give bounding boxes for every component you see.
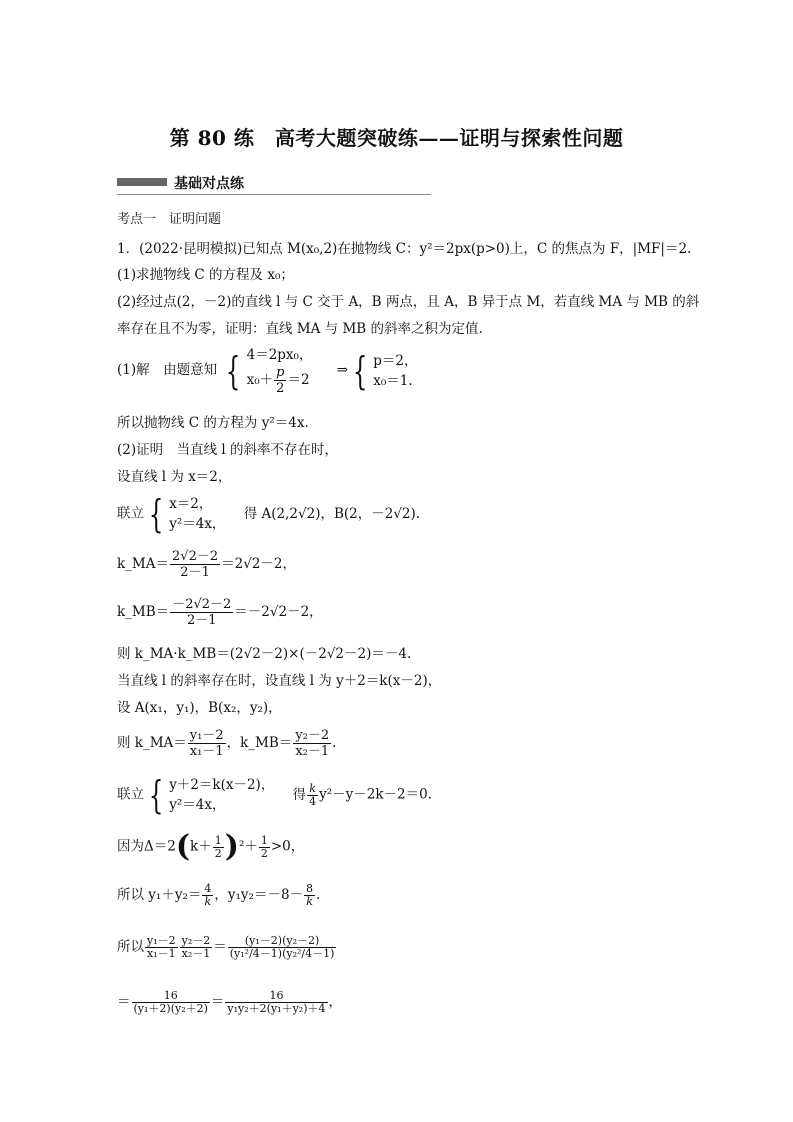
solution-line: [117, 549, 296, 580]
solution-line: 当直线 l 的斜率存在时，设直线 l 为 y＋2＝k(x－2)，: [117, 673, 442, 689]
left-brace: {: [352, 348, 368, 393]
topic-heading: 考点一 证明问题: [117, 212, 222, 227]
fraction: $\frac{-2√2-2}{2-1}$: [172, 597, 232, 628]
fraction: $\frac{4}{k}$: [204, 882, 212, 908]
problem-line-2: (1)求抛物线 C 的方程及 x₀；: [117, 267, 294, 283]
text: .: [316, 887, 321, 903]
text: 联立: [117, 786, 144, 803]
text: k_MB＝: [117, 604, 170, 620]
section-marker: [117, 178, 167, 186]
left-brace: {: [148, 773, 164, 817]
text: ，y₁y₂＝－8－: [214, 887, 304, 903]
fraction: $\frac{8}{k}$: [306, 882, 314, 908]
fraction: $\frac{\text{(y₁－2)(y₂－2)}}{\text{(y₁²/4－1)(y₂²/4－1)}}$: [229, 934, 335, 960]
solution-line: [117, 494, 420, 534]
solution-line: [117, 883, 320, 908]
text: ＝2√2－2，: [221, 556, 296, 572]
text: 则 k_MA＝: [117, 735, 187, 751]
fraction: $\frac{2√2-2}{2-1}$: [172, 549, 219, 580]
solution-label: (1)解 由题意知: [117, 362, 218, 378]
solution-line: 则 k_MA·k_MB＝(2√2－2)×(－2√2－2)＝－4.: [117, 646, 412, 662]
text: 所以: [117, 939, 144, 955]
text: 因为Δ＝2: [117, 838, 176, 855]
solution-line: [117, 829, 305, 864]
fraction: $\frac{1}{2}$: [214, 833, 222, 860]
section-label: 基础对点练: [174, 176, 244, 192]
fraction: $\frac{\text{y₁－2}}{\text{x₁－1}}$: [189, 728, 224, 759]
problem-line-1: 1．(2022·昆明模拟)已知点 M(x₀,2)在抛物线 C：y²＝2px(p>0)上，C 的焦点为 F，|MF|＝2.: [117, 241, 692, 257]
problem-line-3: (2)经过点(2，－2)的直线 l 与 C 交于 A，B 两点，且 A，B 异于点 M，若直线 MA 与 MB 的斜: [117, 294, 700, 310]
text: k＋: [190, 838, 212, 855]
fraction: $\frac{\text{y₂－2}}{\text{x₂－1}}$: [181, 934, 211, 960]
text: y²－y－2k－2＝0.: [319, 786, 433, 803]
text: ＝: [213, 939, 227, 955]
implies-symbol: ⇒: [336, 362, 349, 378]
text: ＝: [210, 994, 225, 1010]
equation-system: [373, 351, 417, 391]
system-row: p＝2，: [373, 352, 418, 369]
text: ，k_MB＝: [226, 735, 293, 751]
page-title: 第 80 练 高考大题突破练——证明与探索性问题: [169, 126, 624, 150]
text: ²＋: [238, 838, 258, 855]
equation-system: [169, 494, 225, 534]
left-brace: {: [148, 492, 164, 536]
text: .: [332, 735, 337, 751]
fraction: $\frac{k}{4}$: [309, 781, 317, 808]
text: ＝－2√2－2，: [234, 604, 323, 620]
solution-line: [117, 935, 337, 960]
fraction: $\frac{16}{\text{y₁y₂＋2(y₁＋y₂)＋4}}$: [227, 989, 326, 1015]
solution-line: (2)证明 当直线 l 的斜率不存在时，: [117, 442, 339, 458]
fraction: $\frac{\text{y₂－2}}{\text{x₂－1}}$: [295, 728, 330, 759]
solution-line: [117, 597, 323, 628]
equation-system: [247, 345, 313, 396]
problem-line-4: 率存在且不为零，证明：直线 MA 与 MB 的斜率之积为定值.: [117, 321, 483, 337]
solution-part1: [117, 345, 418, 396]
fraction: $\frac{16}{\text{(y₁＋2)(y₂＋2)}}$: [133, 989, 208, 1015]
left-paren: (: [175, 829, 191, 864]
text: k_MA＝: [117, 556, 170, 572]
left-brace: {: [226, 348, 241, 393]
system-row: y²＝4x，: [169, 797, 226, 813]
text: >0，: [270, 838, 305, 855]
solution-line: [117, 990, 342, 1015]
solution-line: 设直线 l 为 x＝2，: [117, 469, 232, 485]
text: 联立: [117, 505, 144, 522]
section-header: [117, 172, 431, 195]
solution-line: 所以抛物线 C 的方程为 y²＝4x.: [117, 415, 309, 431]
system-row: x＝2，: [169, 496, 213, 512]
system-row: y＋2＝k(x－2)，: [169, 777, 275, 793]
text: 所以 y₁＋y₂＝: [117, 887, 202, 903]
text: ＝: [117, 994, 131, 1010]
solution-line: [117, 728, 336, 759]
system-row: y²＝4x，: [169, 516, 226, 532]
system-row: x₀＝1.: [373, 372, 413, 389]
system-row: 4＝2px₀，: [246, 347, 313, 363]
text: ，: [328, 994, 342, 1010]
text: 得: [292, 786, 307, 803]
fraction: $\frac{1}{2}$: [260, 833, 268, 860]
system-row: x₀＋ $\frac{p}{2}$ ＝2: [246, 365, 310, 396]
solution-line: [117, 775, 432, 815]
text: 得 A(2,2√2)，B(2，－2√2).: [243, 505, 421, 522]
equation-system: [169, 775, 274, 815]
fraction: $\frac{\text{y₁－2}}{\text{x₁－1}}$: [147, 934, 176, 960]
right-paren: ): [224, 829, 239, 864]
solution-line: 设 A(x₁，y₁)，B(x₂，y₂)，: [117, 700, 282, 716]
